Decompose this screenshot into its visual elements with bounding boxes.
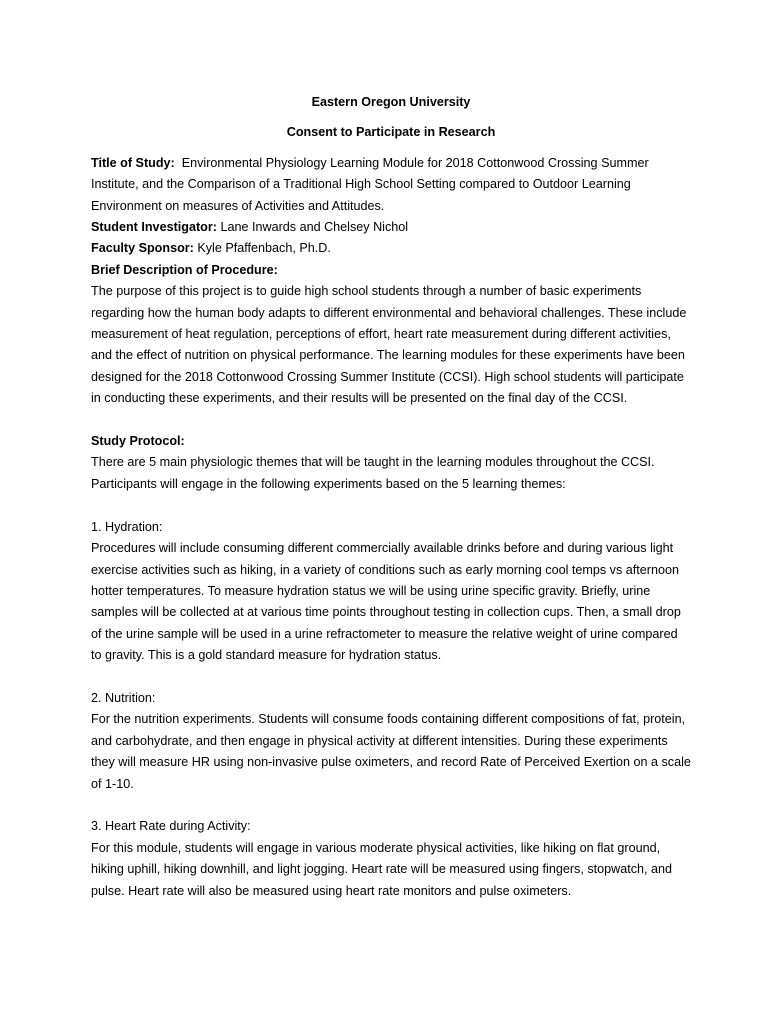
theme-nutrition-text: For the nutrition experiments. Students will consume foods containing different compositions of fat, protein, and carbohydrate, and then engage in physical activity at different intensities. During these experiments they will measure HR using non-invasive pulse oximeters, and record Rate of Perceived Exertion on a scale of 1-10. (91, 712, 691, 791)
procedure-description: The purpose of this project is to guide high school students through a number of basic experiments regarding how the human body adapts to different environmental and behavioral challenges. These include measurement of heat regulation, perceptions of effort, heart rate measurement during different activities, and the effect of nutrition on physical performance. The learning modules for these experiments have been designed for the 2018 Cottonwood Crossing Summer Institute (CCSI). High school students will participate in conducting these experiments, and their results will be presented on the final day of the CCSI. (91, 284, 687, 406)
theme-hydration-text: Procedures will include consuming different commercially available drinks before and during various light exercise activities such as hiking, in a variety of conditions such as early morning cool temps vs afternoon hotter temperatures. To measure hydration status we will be using urine specific gravity. Briefly, urine samples will be collected at at various time points throughout testing in collection cups. Then, a small drop of the urine sample will be used in a urine refractometer to measure the relative weight of urine compared to gravity. This is a gold standard measure for hydration status. (91, 541, 681, 663)
document-page (91, 92, 691, 902)
student-investigator (91, 217, 691, 238)
spacer (91, 795, 691, 816)
theme-heart-rate-heading: 3. Heart Rate during Activity: (91, 819, 251, 834)
study-title-value: Environmental Physiology Learning Module for 2018 Cottonwood Crossing Summer Institute, and the Comparison of a Traditional High School Setting compared to Outdoor Learning Environment on measures of Activities and Attitudes. (91, 155, 653, 213)
spacer (91, 667, 691, 688)
theme-hydration-heading: 1. Hydration: (91, 519, 163, 534)
faculty-sponsor-value: Kyle Pfaffenbach, Ph.D. (193, 241, 331, 256)
study-title (91, 153, 691, 217)
study-title-label: Title of Study: (91, 155, 175, 170)
spacer (91, 495, 691, 516)
student-investigator-label: Student Investigator: (91, 220, 217, 235)
theme-nutrition-heading: 2. Nutrition: (91, 690, 156, 705)
protocol-heading: Study Protocol: (91, 434, 185, 449)
theme-heart-rate-text: For this module, students will engage in various moderate physical activities, like hiking on flat ground, hiking uphill, hiking downhill, and light jogging. Heart rate will be measured using fingers, stopwatch, and pulse. Heart rate will also be measured using heart rate monitors and pulse oximeters. (91, 840, 673, 898)
form-title: Consent to Participate in Research (286, 125, 496, 140)
faculty-sponsor-label: Faculty Sponsor: (91, 241, 194, 256)
faculty-sponsor (91, 238, 691, 259)
spacer (91, 410, 691, 431)
student-investigator-value: Lane Inwards and Chelsey Nichol (216, 220, 409, 235)
university-heading: Eastern Oregon University (311, 95, 471, 109)
protocol-intro: There are 5 main physiologic themes that will be taught in the learning modules throughout the CCSI. Participants will engage in the following experiments based on the 5 learning themes: (91, 455, 655, 491)
procedure-heading: Brief Description of Procedure: (91, 262, 278, 277)
